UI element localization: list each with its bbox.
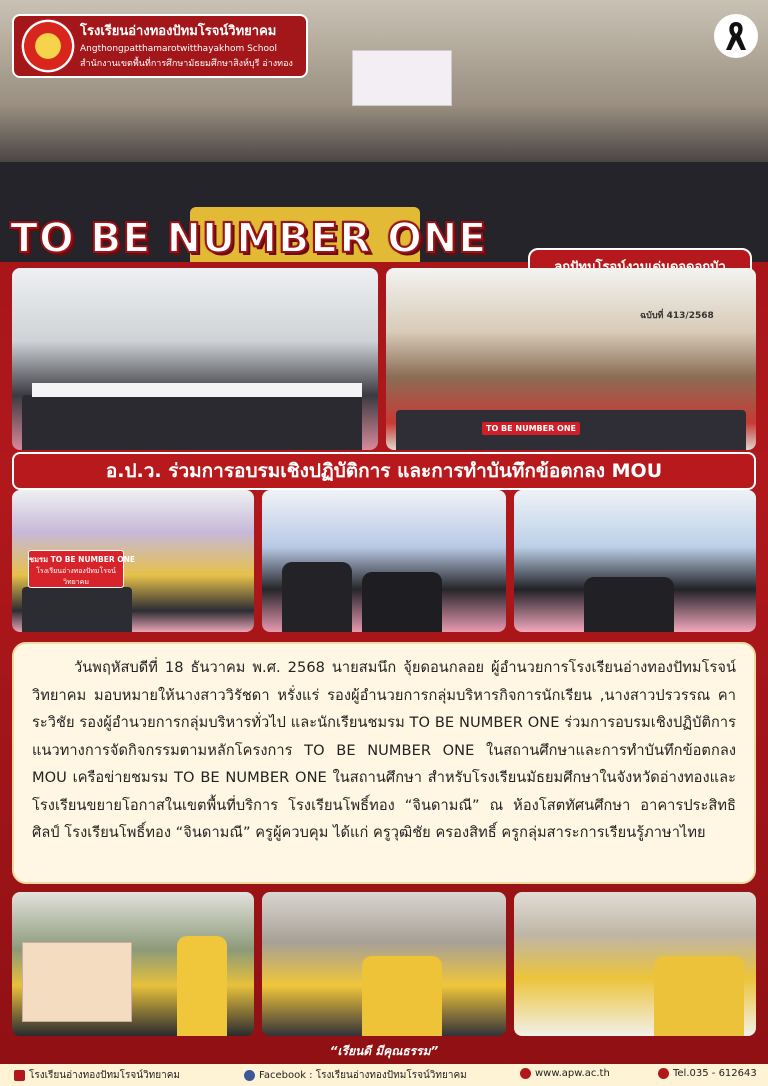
slogan-card-sub: โรงเรียนอ่างทองปัทมโรจน์วิทยาคม — [36, 567, 116, 586]
phone-icon — [658, 1068, 669, 1079]
headline: อ.ป.ว. ร่วมการอบรมเชิงปฏิบัติการ และการทำบันทึกข้อตกลง MOU — [12, 452, 756, 490]
school-emblem-icon — [20, 18, 76, 74]
mourning-ribbon-icon — [714, 14, 758, 58]
school-office: สำนักงานเขตพื้นที่การศึกษามัธยมศึกษาสิงห์บุรี อ่างทอง — [80, 59, 293, 69]
footer-school — [14, 1068, 180, 1083]
photo-signing-2 — [514, 490, 756, 632]
school-icon — [14, 1070, 25, 1081]
footer — [0, 1064, 768, 1086]
footer-tel-label: Tel.035 - 612643 — [673, 1068, 757, 1079]
motto: “เรียนดี มีคุณธรรม” — [329, 1044, 439, 1058]
school-name-th: โรงเรียนอ่างทองปัทมโรจน์วิทยาคม — [80, 24, 277, 39]
photo-activity-3 — [514, 892, 756, 1036]
page-title: TO BE NUMBER ONE — [10, 214, 488, 262]
photo-activity-1 — [12, 892, 254, 1036]
article-panel — [12, 642, 756, 884]
facebook-icon — [244, 1070, 255, 1081]
footer-website[interactable] — [520, 1068, 610, 1079]
globe-icon — [520, 1068, 531, 1079]
issue-number: ฉบับที่ 413/2568 — [640, 311, 714, 321]
photo-signing-1 — [262, 490, 506, 632]
hall-banner: TO BE NUMBER ONE — [482, 422, 580, 435]
footer-website-label: www.apw.ac.th — [535, 1068, 610, 1079]
slogan-card-title: ชมรม TO BE NUMBER ONE — [29, 555, 136, 564]
footer-tel — [658, 1068, 757, 1079]
school-name-en: Angthongpatthamarotwitthayakhom School — [80, 44, 277, 54]
school-header — [12, 14, 308, 78]
slogan-card — [28, 550, 136, 588]
photo-activity-2 — [262, 892, 506, 1036]
footer-facebook[interactable] — [244, 1068, 467, 1083]
footer-facebook-label: Facebook : โรงเรียนอ่างทองปัทมโรจน์วิทยาคม — [259, 1070, 467, 1081]
photo-hall-group — [386, 268, 756, 450]
photo-mou-signing-group — [12, 268, 378, 450]
article-body: วันพฤหัสบดีที่ 18 ธันวาคม พ.ศ. 2568 นายสมนึก จุ้ยดอนกลอย ผู้อำนวยการโรงเรียนอ่างทองปัทมโรจน์วิทยาคม มอบหมายให้นางสาววิรัชดา หรั่งแร่ รองผู้อำนวยการกลุ่มบริหารกิจการนักเรียน ,นางสาวปรวรรณ คาระวิชัย รองผู้อำนวยการกลุ่มบริหารทั่วไป และนักเรียนชมรม TO BE NUMBER ONE ร่วมการอบรมเชิงปฏิบัติการแนวทางการจัดกิจกรรมตามหลักโครงการ TO BE NUMBER ONE ในสถานศึกษาและการทำบันทึกข้อตกลง MOU เครือข่ายชมรม TO BE NUMBER ONE ในสถานศึกษา สำหรับโรงเรียนมัธยมศึกษาในจังหวัดอ่างทองและโรงเรียนขยายโอกาสในเขตพื้นที่บริการ โรงเรียนโพธิ์ทอง “จินดามณี” ณ ห้องโสตทัศนศึกษา อาคารประสิทธิศิลป์ โรงเรียนโพธิ์ทอง “จินดามณี” ครูผู้ควบคุม ได้แก่ ครูวุฒิชัย ครองสิทธิ์ ครูกลุ่มสาระการเรียนรู้ภาษาไทย — [32, 659, 736, 841]
footer-school-label: โรงเรียนอ่างทองปัทมโรจน์วิทยาคม — [29, 1070, 181, 1081]
